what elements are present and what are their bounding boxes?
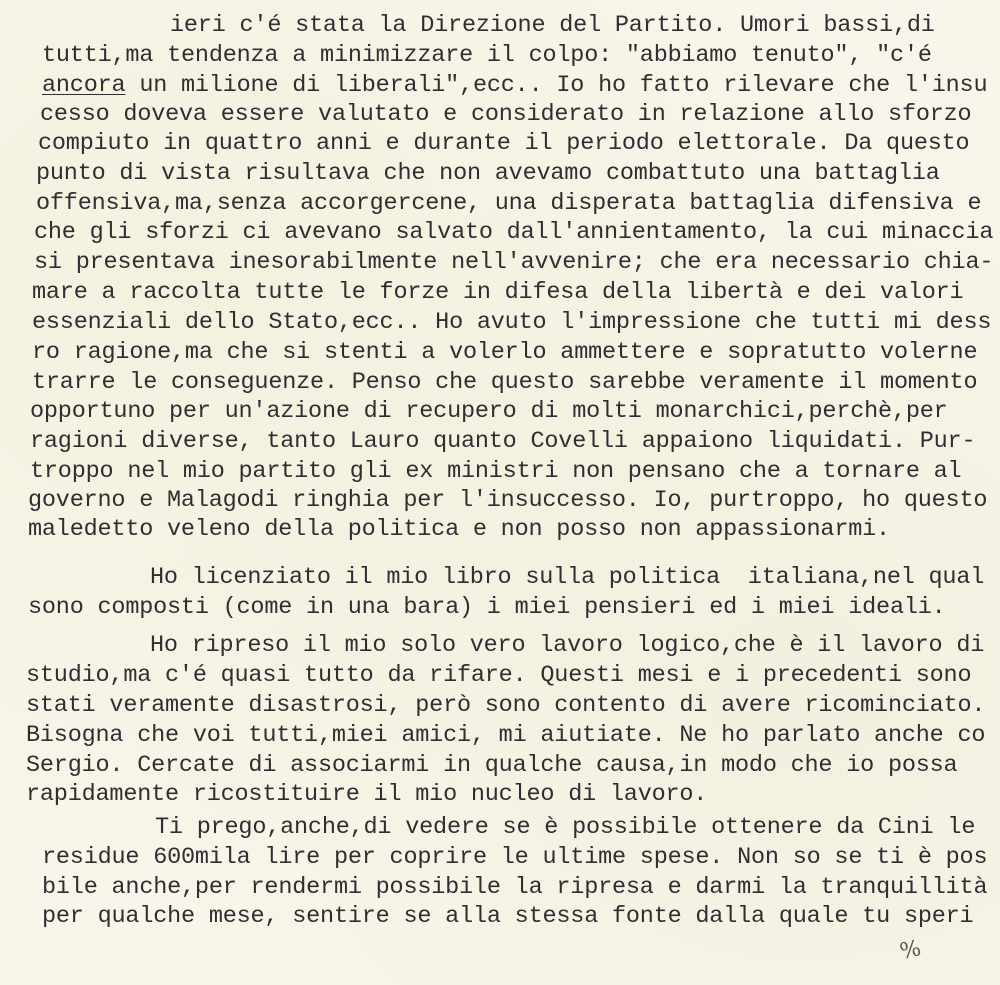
text-line-7: offensiva,ma,senza accorgercene, una disperata battaglia difensiva e <box>36 190 982 217</box>
underlined-word: ancora <box>42 72 126 99</box>
text-line-13: trarre le conseguenze. Penso che questo sarebbe veramente il momento <box>32 369 978 396</box>
text-line-14: opportuno per un'azione di recupero di molti monarchici,perchè,per <box>30 398 948 425</box>
text-line-25: Sergio. Cercate di associarmi in qualche causa,in modo che io possa <box>26 752 958 779</box>
text-line-2: tutti,ma tendenza a minimizzare il colpo: "abbiamo tenuto", "c'é <box>42 42 932 69</box>
text-line-30: per qualche mese, sentire se alla stessa fonte dalla quale tu speri <box>42 903 974 930</box>
text-line-29: bile anche,per rendermi possibile la ripresa e darmi la tranquillità <box>42 874 988 901</box>
text-line-3 <box>42 72 987 100</box>
text-line-11: essenziali dello Stato,ecc.. Ho avuto l'impressione che tutti mi dess <box>32 309 992 336</box>
text-line-19: Ho licenziato il mio libro sulla politica italiana,nel qual <box>150 564 985 591</box>
text-line-20: sono composti (come in una bara) i miei pensieri ed i miei ideali. <box>28 594 946 621</box>
text-line-15: ragioni diverse, tanto Lauro quanto Covelli appaiono liquidati. Pur- <box>30 428 976 455</box>
text-line-10: mare a raccolta tutte le forze in difesa della libertà e dei valori <box>32 279 964 306</box>
text-line-1: ieri c'é stata la Direzione del Partito. Umori bassi,di <box>170 12 935 39</box>
text-line-18: maledetto veleno della politica e non posso non appassionarmi. <box>28 516 890 543</box>
text-line-21: Ho ripreso il mio solo vero lavoro logico,che è il lavoro di <box>150 632 985 659</box>
text-line-27: Ti prego,anche,di vedere se è possibile ottenere da Cini le <box>155 814 976 841</box>
text-line-5: compiuto in quattro anni e durante il periodo elettorale. Da questo <box>38 130 970 157</box>
text-line-3-rest: un milione di liberali",ecc.. Io ho fatto rilevare che l'insu <box>125 72 988 99</box>
text-line-28: residue 600mila lire per coprire le ultime spese. Non so se ti è pos <box>42 844 988 871</box>
text-line-12: ro ragione,ma che si stenti a volerlo ammettere e sopratutto volerne <box>32 339 978 366</box>
text-line-24: Bisogna che voi tutti,miei amici, mi aiutiate. Ne ho parlato anche co <box>26 722 986 749</box>
text-line-4: cesso doveva essere valutato e considerato in relazione allo sforzo <box>40 101 972 128</box>
text-line-23: stati veramente disastrosi, però sono contento di avere ricominciato. <box>26 692 986 719</box>
text-line-26: rapidamente ricostituire il mio nucleo di lavoro. <box>26 781 708 808</box>
text-line-8: che gli sforzi ci avevano salvato dall'annientamento, la cui minaccia <box>34 219 994 246</box>
text-line-16: troppo nel mio partito gli ex ministri non pensano che a tornare al <box>30 458 962 485</box>
text-line-9: si presentava inesorabilmente nell'avvenire; che era necessario chia- <box>34 249 994 276</box>
text-line-22: studio,ma c'é quasi tutto da rifare. Questi mesi e i precedenti sono <box>26 662 972 689</box>
text-line-17: governo e Malagodi ringhia per l'insuccesso. Io, purtroppo, ho questo <box>28 487 988 514</box>
page-mark: % <box>897 936 924 965</box>
text-line-6: punto di vista risultava che non avevamo combattuto una battaglia <box>36 160 940 187</box>
